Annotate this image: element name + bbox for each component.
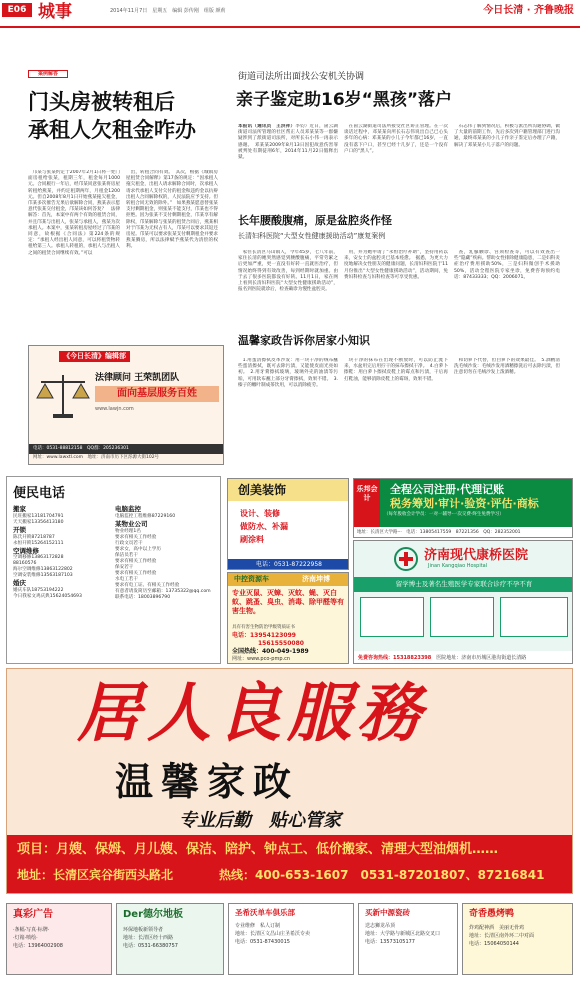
bottom-ad-lines: 送志狮龙吊顶 地址：大学路与新城区北路交叉口 电话：13573105177 xyxy=(365,923,441,945)
bottom-ad-title: 真彩广告 xyxy=(13,909,53,920)
lawyer-ad-line3: www.lawjn.com xyxy=(95,406,134,412)
phone-line: 婚庆车队18753194222 xyxy=(13,588,64,594)
phone-line: 保洁员若干 xyxy=(115,552,138,558)
decor-ad xyxy=(227,478,349,570)
story3-col3: 查，乳腺触诊、宫颈检查等，可以有效查出一些“隐藏”疾病。帮助女性排除健康隐患，二是妇科炎症治疗费用援助50%，三是妇科微创手术援助50%，活动全程医院专家坐诊，免费咨询预约电话：87433333；QQ：2006071。 xyxy=(454,250,560,280)
phone-line: 今日我家文鸡庆典15624054693 xyxy=(13,594,82,600)
hospital-footer: 免费咨询热线：15318823398 医院地址：济南市历城区港沟街道长清路 xyxy=(354,651,573,664)
story1-title-line1: 门头房被转租后 xyxy=(28,90,175,114)
phone-directory xyxy=(6,476,221,664)
phone-line: 88160576 xyxy=(13,561,37,567)
banner-title: 温馨家政 xyxy=(115,760,300,804)
hospital-info-box xyxy=(500,597,568,637)
banner-hotline: 热线：400-653-1607 0531-87201807、87216841 xyxy=(219,868,545,882)
story4-col3: 和切萝卜代替，但白萝卜的效果最佳。 5.酒精清洗毛绒沙发：毛绒沙发用酒精擦洗后可去除污渍，但注意切勿在毛绒沙发上泼酒精。 xyxy=(454,358,560,376)
phone-col-left xyxy=(13,505,115,660)
bottom-ad-title: 圣希沃单车俱乐部 xyxy=(235,908,295,917)
pest-ad-url: 网址：www.pco-pmp.cn xyxy=(232,656,291,662)
pest-ad-phone2: 15615550080 xyxy=(258,640,304,647)
phone-line: 保安若干 xyxy=(115,564,134,570)
decor-ad-title: 创美装饰 xyxy=(238,483,287,497)
phone-line: 永恒开锁15264152111 xyxy=(13,540,64,546)
lawyer-ad-tag: 《今日长清》编辑部 xyxy=(59,351,130,362)
pest-ad-sub: 济南坤博 xyxy=(302,575,330,583)
phone-line: 要求有电工证、有相关工作经验 xyxy=(115,582,180,588)
lawyer-ad-phone: 电话：0531-88812158 QQ群：205236301 xyxy=(29,444,224,454)
lawyer-ad xyxy=(28,345,224,465)
bottom-ad-bicycle xyxy=(228,903,354,975)
banner-slogan: 专业后勤 贴心管家 xyxy=(179,810,341,831)
story2-col1: 本报讯（通讯员 王洪祥）李钧）近日，崮云湖街道司法所管理的社区帮正人员邓某某等一群嫌疑涉到了派街道司法所，对所长石小伟一再表示感谢。 邓某某2009年8月13日因犯故意伤害罪被判处有期徒刑6年，2014年11月22日假释出狱。 xyxy=(238,124,338,161)
pest-ad-body: 专业灭鼠、灭蟑、灭蚊、蝇、灭白蚁、跳蚤、臭虫、消毒、除甲醛等有害生物。 xyxy=(232,589,344,615)
story2-col3: 石志伟了解到情况后，积极与派出所沟通协调，做了大量的前期工作，先后多次到户籍管理部门进行沟通，最终邓某某的小儿子作亲子鉴定后办理了户籍，解决了邓某某小儿子落户的问题。 xyxy=(454,124,560,148)
bottom-ad-title: 买新中源瓷砖 xyxy=(365,908,410,917)
phone-line: 陈氏开锁87218787 xyxy=(13,534,55,540)
hospital-logo-icon xyxy=(394,547,418,571)
bottom-ad-tiles xyxy=(358,903,458,975)
bottom-ad-lines: 炸鸡配神酒 美丽无骨鸡 地址：长清区南外环二中对面 电话：15064050144 xyxy=(469,925,535,947)
story2-title: 亲子鉴定助16岁“黑孩”落户 xyxy=(236,90,453,110)
lawyer-ad-line1: 法律顾问 王荣凯团队 xyxy=(95,373,180,383)
pest-ad-note: 具有有害生物防治甲级资质证书 xyxy=(232,625,295,630)
story2-byline: 本报讯（通讯员 王洪祥） xyxy=(238,124,296,129)
story4-title: 温馨家政告诉你居家小知识 xyxy=(238,334,370,347)
lawyer-ad-line2: 面向基层服务百姓 xyxy=(95,386,219,402)
hospital-en-name: Jinan Kangqiao Hospital xyxy=(428,563,488,569)
scales-icon xyxy=(35,370,91,420)
accounting-ad-line1: 全程公司注册·代理记账 xyxy=(390,483,505,496)
bottom-ad-roast-duck xyxy=(462,903,573,975)
hospital-info-box xyxy=(430,597,494,637)
phone-directory-title: 便民电话 xyxy=(13,486,66,501)
phone-line: 联系电话：18003896790 xyxy=(115,594,171,600)
story3-col2: 用，并为她申请了“永恒治疗补助”，坚持用药以来，安女士的盆腔炎已基本痊愈。 据悉，为更大力度地解决女性朋友的健康问题，长清妇科医院于11月份推出“大型女性健康援助活动”，活动期间，免费妇科检查与妇科检查等可享受优惠。 xyxy=(344,250,448,280)
phone-line: 要求有相关工作经验 xyxy=(115,534,157,540)
accounting-ad xyxy=(353,478,573,538)
story1-title-line2: 承租人欠租金咋办 xyxy=(28,118,196,142)
banner-calligraphy: 居人良服務 xyxy=(77,676,427,751)
phone-line: 行政文员若干 xyxy=(115,540,143,546)
phone-line: 海尔空调维修13863122802 xyxy=(13,567,73,573)
decor-ad-phone: 电话：0531-87222958 xyxy=(228,559,349,570)
pest-ad-hotline: 全国热线：400-049-1989 xyxy=(232,648,309,655)
story3-title: 长年腰酸腹痛，原是盆腔炎作怪 xyxy=(238,214,392,227)
phone-line: 天天搬家13356413180 xyxy=(13,519,64,525)
story1-col2: 出，转租合同有效。 其次，根据《城镇房屋租赁合同解释》第17条的规定：“因承租人拖欠租金，出租人请求解除合同时，次承租人请求代承租人支付欠付的租金和违约金以抗辩出租人合同解除权的，人民法院应予支持。但转租合同无效的除外。” 如果燕某愿意替张某支付剩期租金，则张某不能支付，邝某也不得拒绝。因为张某不支付剩期租金，邝某享有解除权，邝某解除与张某的租赁合同后，燕某相对于邝某为无权占有人，邝某可以要求其返还房屋。邝某可以要求张某支付剩期租金并要求燕某腾房，所以法律赋予燕某代为清偿的权利。 xyxy=(126,170,218,250)
phone-line: 空调移修13863172828 xyxy=(13,555,64,561)
phone-line: 空调安装维修13563187103 xyxy=(13,573,73,579)
phone-line: 物业经理1名 xyxy=(115,528,141,534)
phone-line: 有意者请发简历至邮箱：13735322@qq.com xyxy=(115,588,211,594)
decor-ad-lines: 设计、装修 做防水、补漏 刷涂料 xyxy=(240,509,288,544)
section-title: 城事 xyxy=(38,2,72,22)
pest-ad-title: 中控资源车 xyxy=(234,575,269,583)
banner-services: 项目：月嫂、保姆、月儿嫂、保洁、陪护、钟点工、低价搬家、清理大型油烟机…… xyxy=(17,842,499,857)
dateline: 2014年11月7日 星期五 编辑 彭传刚 组版 颜莉 xyxy=(110,8,226,14)
phone-line: 要求女，高中以上学历 xyxy=(115,546,161,552)
accounting-ad-note: （每年股收会计学员：一对一辅导·一次交费·终生免费学习） xyxy=(384,512,504,517)
story3-subtitle: 长清妇科医院“大型女性健康援助活动”康复案例 xyxy=(238,232,386,240)
phone-group-title: 空调维修 xyxy=(13,546,39,555)
bottom-ad-title: Der德尔地板 xyxy=(123,909,184,920)
brand-logo: 今日长清 · 齐鲁晚报 xyxy=(483,5,574,16)
story1-kicker-box xyxy=(28,70,68,78)
bottom-ad-lines: 专业维修 私人订制 地址：长清区文昌山庄圣希沃专卖 电话：0531-87430015 xyxy=(235,923,311,945)
hospital-ad xyxy=(353,540,573,664)
hospital-name: 济南现代康桥医院 xyxy=(424,548,529,563)
phone-group-title: 搬家 xyxy=(13,505,26,513)
story1-col1: 邝某与张某约定于2007年2月1日将一处门面房租给张某，租期三年，租金每月1000元。合同履行一年后，经邝某同意张某将房屋转租给燕某，并约定租期两年，月租金1200元。但自2008年8月1日开始燕某拖欠租金，邝某多次催告无果后欲解除合同，燕某表示愿意代张某交付租金，邝某该如何答复？ 法律解答：首先，本案中有两个有效的租赁合同，并且邝某与出租人，张某与承租人，燕某为次承租人。本案中，张某转租房屋经过了邝某的同意，故根据《合同法》第224条的规定：“承租人经出租人同意，可以将租赁物转租给第三人。承租人转租的，承租人与出租人之间的租赁合同继续有效。”可以 xyxy=(28,170,120,256)
phone-line: 要求有相关工作经验 xyxy=(115,570,157,576)
page-header xyxy=(0,0,580,28)
hospital-slogan: 留学博士及著名生殖医学专家联合诊疗不孕不育 xyxy=(354,577,573,592)
phone-line: 电脑监控工程维修87229160 xyxy=(115,513,176,519)
bottom-ad-sign xyxy=(6,903,112,975)
story4-col2: 块干净的抹布在出现不断放时，可以防止流下来，水盆用完后用拧干的抹布擦拭干净。 4.白萝卜擦鞋：用白萝卜擦拭皮鞋上的霉点和污渍，干后再打鞋油，能够消除皮鞋上的霉斑，效果不错。 xyxy=(344,358,448,382)
story1-kicker: 案例解答 xyxy=(37,71,58,77)
bottom-ad-flooring xyxy=(116,903,224,975)
housekeeping-banner xyxy=(6,668,573,894)
accounting-ad-brand: 乐邦会计 xyxy=(354,479,380,527)
bottom-ad-title: 奇香愚烤鸭 xyxy=(469,909,515,919)
pest-ad-phone1: 电话：13954123099 xyxy=(232,632,296,639)
bottom-ad-lines: ·条幅·写真·标牌· ·灯箱·喷绘· 电话：13964002908 xyxy=(13,927,63,949)
bottom-ad-lines: 环保地板新领导者 地址：长清区经十西路 电话：0531-66380757 xyxy=(123,927,178,949)
phone-group-title: 开锁 xyxy=(13,525,26,534)
story4-col1: 1.用蛋清擦拭皮革沙发：用一块干净的绒布蘸些蛋清擦拭，既可去除污渍，又能使皮面光亮如初。 2.用牙膏擦拭玻璃，玻璃外壳的油渍等污垢，可用软布蘸上部分牙膏擦拭，效果不错。 3.榛子的嫩叶制成茶饮用，可以消除疲劳。 xyxy=(238,358,338,388)
story2-kicker: 街道司法所出面找公安机关协调 xyxy=(238,72,365,82)
pest-control-ad xyxy=(227,572,349,664)
phone-line: 民旺搬家13181704791 xyxy=(13,513,64,519)
banner-address: 地址：长清区宾谷街西头路北 xyxy=(17,868,174,882)
phone-group-title: 电脑监控 xyxy=(115,505,141,513)
page-number: E06 xyxy=(2,3,32,17)
phone-line: 水电工若干 xyxy=(115,576,138,582)
story3-col1: 家住长清区马山镇人，今年45岁，七八年前，家住长清的她突然感觉到腰酸腹痛，平常劳累之后更加严重，更一直没有好转一直就医治疗，但情况始终得到有效改善，每到经期时就加重。由于去了很多医院都没有好转。11月1日，家在网上看到长清妇科医院“大型女性健康援助活动”，报名到医院就诊后，检查确诊为慢性盆腔炎。 xyxy=(238,250,338,293)
phone-line: 要求有相关工作经验 xyxy=(115,558,157,564)
phone-col-right xyxy=(115,505,215,660)
hospital-info-box xyxy=(360,597,424,637)
phone-group-title: 某物业公司 xyxy=(115,519,148,528)
story2-col2: 在崮云湖街道司法所接受社区矫正管理。在一次谈话过程中，邓某某向所长石志伟说出自己已心头多年的心病：邓某某的小儿子今年都已16岁，一直没有落下户口，甚至已经十几岁了，还是一个没有户口的“黑人”。 xyxy=(344,124,448,154)
lawyer-ad-addr: 网址：www.lawxtl.com 地址：济南市历下区泺源大街102号 xyxy=(33,455,160,460)
accounting-ad-line2: 税务筹划·审计·验资·评估·商标 xyxy=(390,497,539,510)
phone-group-title: 婚庆 xyxy=(13,579,26,588)
accounting-ad-footer: 地址：长清区大学路··· 电话：13805417559 87221356 QQ：282352001 xyxy=(354,527,573,538)
